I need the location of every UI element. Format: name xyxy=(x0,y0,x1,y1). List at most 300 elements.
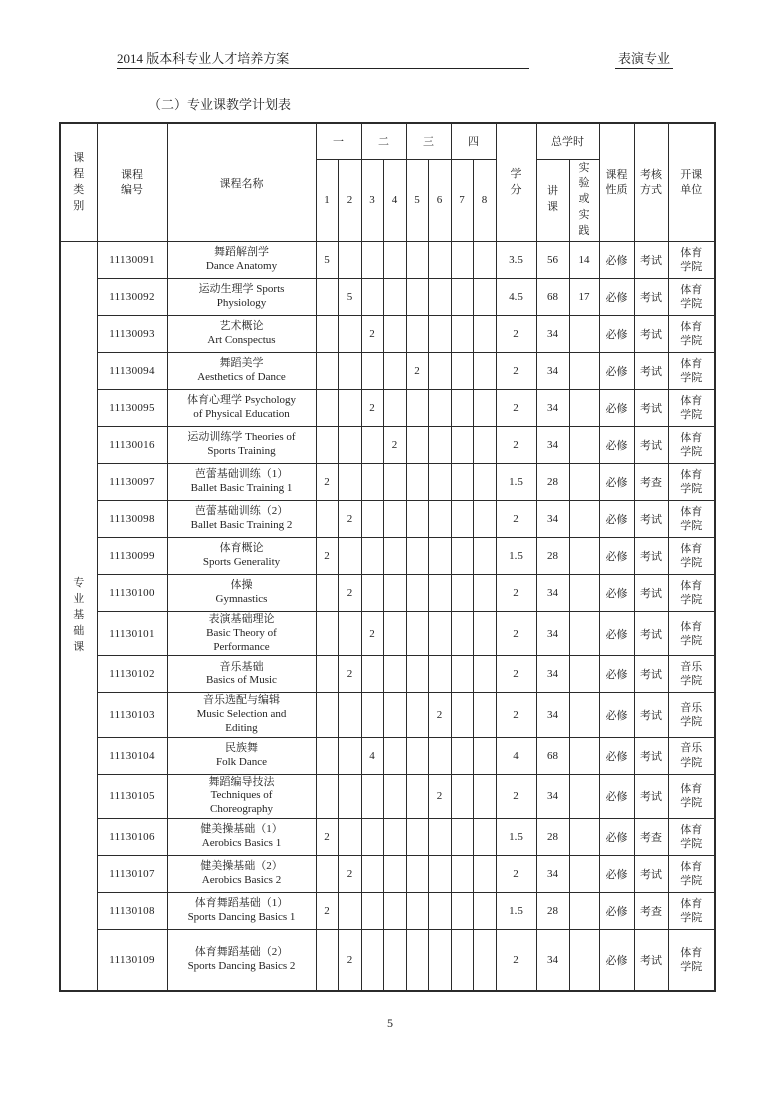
semester-hours-cell: 2 xyxy=(361,612,383,656)
credits-cell: 1.5 xyxy=(496,892,536,929)
lecture-hours-cell: 34 xyxy=(536,501,569,538)
assessment-cell: 考试 xyxy=(634,656,668,693)
assessment-cell: 考查 xyxy=(634,892,668,929)
semester-hours-cell: 2 xyxy=(316,538,338,575)
semester-hours-cell xyxy=(361,242,383,279)
credits-cell: 2 xyxy=(496,774,536,818)
semester-hours-cell xyxy=(451,575,473,612)
course-number: 11130098 xyxy=(97,501,167,538)
semester-header-4: 4 xyxy=(383,159,406,242)
lecture-hours-cell: 68 xyxy=(536,279,569,316)
lecture-hours-cell: 34 xyxy=(536,929,569,991)
table-row xyxy=(60,612,715,656)
semester-hours-cell xyxy=(338,892,361,929)
unit-label: 体育学院 xyxy=(680,542,703,570)
practice-hours-cell xyxy=(569,427,599,464)
semester-hours-cell xyxy=(428,818,451,855)
unit-label: 体育学院 xyxy=(680,505,703,533)
semester-hours-cell xyxy=(451,464,473,501)
semester-hours-cell xyxy=(406,538,428,575)
semester-hours-cell xyxy=(383,575,406,612)
practice-hours-cell xyxy=(569,656,599,693)
course-name xyxy=(167,737,316,774)
semester-hours-cell xyxy=(428,656,451,693)
course-nature-cell: 必修 xyxy=(599,538,634,575)
semester-hours-cell xyxy=(473,242,496,279)
unit-cell xyxy=(668,737,715,774)
course-name-line: Aerobics Basics 2 xyxy=(201,873,282,886)
course-name-line: Sports Dancing Basics 2 xyxy=(187,960,296,973)
course-number: 11130105 xyxy=(97,774,167,818)
table-row xyxy=(60,818,715,855)
course-name-line: 健美操基础（1） xyxy=(200,823,283,836)
assessment-cell: 考试 xyxy=(634,774,668,818)
course-name-line: 音乐选配与编辑 xyxy=(203,694,280,707)
semester-hours-cell xyxy=(406,774,428,818)
unit-cell xyxy=(668,501,715,538)
course-number: 11130100 xyxy=(97,575,167,612)
semester-hours-cell xyxy=(383,693,406,737)
unit-cell xyxy=(668,242,715,279)
unit-label: 音乐学院 xyxy=(680,742,703,769)
semester-hours-cell xyxy=(406,427,428,464)
semester-hours-cell xyxy=(361,929,383,991)
semester-hours-cell xyxy=(473,464,496,501)
semester-hours-cell xyxy=(451,353,473,390)
course-name-line: 表演基础理论 xyxy=(208,613,275,626)
semester-hours-cell xyxy=(361,538,383,575)
semester-hours-cell xyxy=(473,353,496,390)
semester-hours-cell: 2 xyxy=(316,892,338,929)
semester-hours-cell xyxy=(316,612,338,656)
course-name-line: Sports Dancing Basics 1 xyxy=(187,910,296,923)
semester-hours-cell xyxy=(383,353,406,390)
unit-cell xyxy=(668,774,715,818)
header-right-major: 表演专业 xyxy=(615,49,673,69)
semester-hours-cell xyxy=(316,774,338,818)
unit-label: 体育学院 xyxy=(680,946,703,974)
lecture-hours-cell: 34 xyxy=(536,612,569,656)
course-name-line: Choreography xyxy=(210,803,273,816)
semester-hours-cell xyxy=(451,693,473,737)
unit-cell xyxy=(668,353,715,390)
assessment-cell: 考试 xyxy=(634,693,668,737)
course-name-line: 体育心理学 Psychology xyxy=(186,394,297,407)
semester-hours-cell: 2 xyxy=(406,353,428,390)
unit-label: 体育学院 xyxy=(680,394,703,422)
practice-hours-cell xyxy=(569,855,599,892)
semester-hours-cell xyxy=(473,316,496,353)
practice-hours-cell xyxy=(569,929,599,991)
course-name-line: Editing xyxy=(225,721,258,734)
course-nature-cell: 必修 xyxy=(599,693,634,737)
col-header-credits: 学分 xyxy=(496,123,536,242)
semester-hours-cell xyxy=(428,242,451,279)
semester-hours-cell xyxy=(361,427,383,464)
course-name xyxy=(167,575,316,612)
header-left-title: 2014 版本科专业人才培养方案 xyxy=(117,49,529,69)
semester-hours-cell xyxy=(316,316,338,353)
col-header-course-no: 课程编号 xyxy=(97,123,167,242)
course-plan-table xyxy=(59,122,716,992)
credits-cell: 2 xyxy=(496,855,536,892)
practice-hours-cell xyxy=(569,612,599,656)
semester-hours-cell: 2 xyxy=(338,929,361,991)
course-nature-cell: 必修 xyxy=(599,501,634,538)
semester-hours-cell xyxy=(406,929,428,991)
course-name-line: Aesthetics of Dance xyxy=(197,371,286,384)
unit-cell xyxy=(668,693,715,737)
unit-cell xyxy=(668,390,715,427)
semester-hours-cell xyxy=(406,612,428,656)
table-row xyxy=(60,538,715,575)
semester-hours-cell xyxy=(451,538,473,575)
course-name xyxy=(167,279,316,316)
semester-hours-cell: 2 xyxy=(428,774,451,818)
semester-hours-cell xyxy=(338,612,361,656)
semester-hours-cell xyxy=(428,316,451,353)
credits-cell: 1.5 xyxy=(496,464,536,501)
semester-hours-cell: 2 xyxy=(338,575,361,612)
unit-cell xyxy=(668,279,715,316)
semester-hours-cell xyxy=(406,693,428,737)
semester-hours-cell xyxy=(338,693,361,737)
course-name-line: 体育舞蹈基础（1） xyxy=(194,897,289,910)
semester-hours-cell xyxy=(406,242,428,279)
credits-cell: 2 xyxy=(496,353,536,390)
semester-hours-cell xyxy=(473,929,496,991)
semester-hours-cell xyxy=(383,538,406,575)
semester-hours-cell xyxy=(406,575,428,612)
assessment-cell: 考试 xyxy=(634,279,668,316)
unit-label: 体育学院 xyxy=(680,468,703,496)
semester-hours-cell xyxy=(451,818,473,855)
course-number: 11130109 xyxy=(97,929,167,991)
course-nature-cell: 必修 xyxy=(599,575,634,612)
semester-hours-cell xyxy=(383,855,406,892)
course-name-line: Art Conspectus xyxy=(207,334,276,347)
semester-header-6: 6 xyxy=(428,159,451,242)
semester-hours-cell xyxy=(338,737,361,774)
semester-hours-cell xyxy=(473,818,496,855)
semester-header-3: 3 xyxy=(361,159,383,242)
unit-cell xyxy=(668,316,715,353)
semester-hours-cell xyxy=(428,538,451,575)
semester-hours-cell xyxy=(383,464,406,501)
course-name-line: 运动生理学 Sports xyxy=(198,283,285,296)
semester-hours-cell xyxy=(428,892,451,929)
course-name-line: Techniques of xyxy=(210,789,273,802)
unit-cell xyxy=(668,538,715,575)
course-name-line: 运动训练学 Theories of xyxy=(187,431,296,444)
course-name-line: Gymnastics xyxy=(215,593,268,606)
unit-cell xyxy=(668,427,715,464)
course-name-line: 音乐基础 xyxy=(219,660,264,673)
semester-hours-cell xyxy=(473,612,496,656)
unit-label: 体育学院 xyxy=(680,320,703,348)
course-name-line: 体操 xyxy=(230,579,253,592)
semester-hours-cell xyxy=(451,737,473,774)
semester-hours-cell xyxy=(406,656,428,693)
credits-cell: 1.5 xyxy=(496,538,536,575)
course-name xyxy=(167,242,316,279)
semester-hours-cell xyxy=(451,855,473,892)
lecture-hours-cell: 56 xyxy=(536,242,569,279)
semester-hours-cell xyxy=(428,353,451,390)
course-number: 11130099 xyxy=(97,538,167,575)
course-name xyxy=(167,774,316,818)
practice-hours-cell xyxy=(569,464,599,501)
lecture-hours-cell: 34 xyxy=(536,575,569,612)
semester-hours-cell xyxy=(473,279,496,316)
unit-label: 体育学院 xyxy=(680,357,703,385)
semester-header-1: 1 xyxy=(316,159,338,242)
lecture-hours-cell: 34 xyxy=(536,774,569,818)
col-header-practice: 实验或实践 xyxy=(569,159,599,242)
semester-hours-cell xyxy=(451,929,473,991)
credits-cell: 2 xyxy=(496,501,536,538)
practice-hours-cell: 17 xyxy=(569,279,599,316)
course-name-line: 芭蕾基础训练（1） xyxy=(194,468,289,481)
unit-cell xyxy=(668,656,715,693)
unit-label: 音乐学院 xyxy=(680,661,703,688)
semester-hours-cell xyxy=(338,242,361,279)
course-number: 11130094 xyxy=(97,353,167,390)
semester-header-7: 7 xyxy=(451,159,473,242)
course-name-line: 舞蹈美学 xyxy=(219,357,264,370)
course-nature-cell: 必修 xyxy=(599,737,634,774)
semester-hours-cell xyxy=(406,279,428,316)
credits-cell: 2 xyxy=(496,390,536,427)
semester-hours-cell xyxy=(338,464,361,501)
course-name xyxy=(167,855,316,892)
semester-hours-cell xyxy=(406,818,428,855)
course-name xyxy=(167,892,316,929)
course-name-line: 民族舞 xyxy=(225,741,258,754)
course-number: 11130102 xyxy=(97,656,167,693)
semester-hours-cell xyxy=(473,855,496,892)
course-nature-cell: 必修 xyxy=(599,242,634,279)
course-name-line: 芭蕾基础训练（2） xyxy=(194,505,289,518)
lecture-hours-cell: 34 xyxy=(536,693,569,737)
table-row xyxy=(60,353,715,390)
course-name-line: Music Selection and xyxy=(196,708,287,721)
course-name xyxy=(167,316,316,353)
course-name xyxy=(167,612,316,656)
table-row xyxy=(60,464,715,501)
course-number: 11130106 xyxy=(97,818,167,855)
semester-hours-cell xyxy=(428,737,451,774)
assessment-cell: 考试 xyxy=(634,855,668,892)
semester-hours-cell: 5 xyxy=(316,242,338,279)
course-number: 11130093 xyxy=(97,316,167,353)
unit-label: 体育学院 xyxy=(680,431,703,459)
lecture-hours-cell: 34 xyxy=(536,656,569,693)
practice-hours-cell xyxy=(569,818,599,855)
course-number: 11130092 xyxy=(97,279,167,316)
practice-hours-cell xyxy=(569,774,599,818)
course-nature-cell: 必修 xyxy=(599,279,634,316)
course-number: 11130095 xyxy=(97,390,167,427)
semester-hours-cell xyxy=(406,892,428,929)
unit-label: 音乐学院 xyxy=(680,701,703,729)
table-row xyxy=(60,656,715,693)
semester-hours-cell xyxy=(338,316,361,353)
semester-hours-cell xyxy=(406,316,428,353)
course-nature-cell: 必修 xyxy=(599,656,634,693)
semester-hours-cell xyxy=(361,693,383,737)
unit-label: 体育学院 xyxy=(680,860,703,887)
credits-cell: 2 xyxy=(496,427,536,464)
semester-hours-cell xyxy=(361,656,383,693)
semester-hours-cell xyxy=(451,656,473,693)
semester-hours-cell xyxy=(473,774,496,818)
semester-hours-cell xyxy=(383,929,406,991)
lecture-hours-cell: 34 xyxy=(536,390,569,427)
credits-cell: 3.5 xyxy=(496,242,536,279)
semester-header-5: 5 xyxy=(406,159,428,242)
lecture-hours-cell: 34 xyxy=(536,855,569,892)
semester-hours-cell xyxy=(451,390,473,427)
col-header-course-name: 课程名称 xyxy=(167,123,316,242)
table-row xyxy=(60,693,715,737)
semester-hours-cell xyxy=(361,353,383,390)
semester-hours-cell: 2 xyxy=(316,464,338,501)
semester-hours-cell xyxy=(361,892,383,929)
course-name-line: Basics of Music xyxy=(206,674,277,687)
semester-hours-cell xyxy=(473,656,496,693)
unit-cell xyxy=(668,612,715,656)
semester-hours-cell xyxy=(428,855,451,892)
semester-hours-cell: 5 xyxy=(338,279,361,316)
year-header-1: 一 xyxy=(316,123,361,159)
semester-hours-cell xyxy=(383,390,406,427)
semester-hours-cell xyxy=(473,538,496,575)
semester-hours-cell xyxy=(428,612,451,656)
semester-hours-cell xyxy=(451,501,473,538)
course-name-line: Performance xyxy=(213,640,270,653)
assessment-cell: 考试 xyxy=(634,390,668,427)
credits-cell: 2 xyxy=(496,929,536,991)
assessment-cell: 考试 xyxy=(634,242,668,279)
unit-label: 体育学院 xyxy=(680,246,703,274)
course-name xyxy=(167,353,316,390)
semester-hours-cell xyxy=(383,774,406,818)
page-number: 5 xyxy=(387,1016,393,1030)
semester-hours-cell xyxy=(473,737,496,774)
col-header-course-nature: 课程性质 xyxy=(599,123,634,242)
course-nature-cell: 必修 xyxy=(599,929,634,991)
practice-hours-cell: 14 xyxy=(569,242,599,279)
course-nature-cell: 必修 xyxy=(599,774,634,818)
practice-hours-cell xyxy=(569,501,599,538)
category-cell xyxy=(60,242,97,992)
semester-hours-cell xyxy=(473,501,496,538)
semester-hours-cell xyxy=(473,892,496,929)
semester-hours-cell xyxy=(383,892,406,929)
course-number: 11130104 xyxy=(97,737,167,774)
semester-hours-cell xyxy=(383,656,406,693)
semester-hours-cell xyxy=(316,575,338,612)
semester-hours-cell xyxy=(428,575,451,612)
unit-cell xyxy=(668,575,715,612)
unit-cell xyxy=(668,818,715,855)
practice-hours-cell xyxy=(569,575,599,612)
semester-hours-cell xyxy=(383,501,406,538)
practice-hours-cell xyxy=(569,353,599,390)
semester-hours-cell xyxy=(316,737,338,774)
col-header-assessment: 考核方式 xyxy=(634,123,668,242)
course-name-line: 艺术概论 xyxy=(219,320,264,333)
semester-hours-cell xyxy=(316,656,338,693)
semester-hours-cell xyxy=(451,612,473,656)
semester-hours-cell xyxy=(451,316,473,353)
course-name xyxy=(167,427,316,464)
course-name xyxy=(167,693,316,737)
unit-label: 体育学院 xyxy=(680,620,703,647)
course-name xyxy=(167,656,316,693)
semester-hours-cell: 4 xyxy=(361,737,383,774)
practice-hours-cell xyxy=(569,892,599,929)
assessment-cell: 考试 xyxy=(634,612,668,656)
col-header-total-hours: 总学时 xyxy=(536,123,599,159)
course-name-line: Dance Anatomy xyxy=(205,260,278,273)
semester-hours-cell xyxy=(316,855,338,892)
table-row xyxy=(60,390,715,427)
course-number: 11130097 xyxy=(97,464,167,501)
table-row xyxy=(60,427,715,464)
semester-hours-cell xyxy=(361,501,383,538)
credits-cell: 2 xyxy=(496,693,536,737)
semester-hours-cell xyxy=(361,855,383,892)
course-name xyxy=(167,464,316,501)
col-header-lecture: 讲课 xyxy=(536,159,569,242)
credits-cell: 4.5 xyxy=(496,279,536,316)
section-title: （二）专业课教学计划表 xyxy=(148,97,292,112)
course-name-line: Sports Training xyxy=(207,445,276,458)
semester-hours-cell xyxy=(383,242,406,279)
semester-hours-cell xyxy=(361,818,383,855)
year-header-4: 四 xyxy=(451,123,496,159)
course-nature-cell: 必修 xyxy=(599,464,634,501)
course-number: 11130108 xyxy=(97,892,167,929)
unit-cell xyxy=(668,892,715,929)
course-nature-cell: 必修 xyxy=(599,612,634,656)
category-label: 专业基础课 xyxy=(73,577,85,654)
semester-hours-cell xyxy=(451,242,473,279)
semester-hours-cell xyxy=(428,390,451,427)
course-nature-cell: 必修 xyxy=(599,316,634,353)
semester-hours-cell xyxy=(338,818,361,855)
lecture-hours-cell: 28 xyxy=(536,538,569,575)
assessment-cell: 考试 xyxy=(634,316,668,353)
assessment-cell: 考试 xyxy=(634,575,668,612)
course-number: 11130101 xyxy=(97,612,167,656)
table-row xyxy=(60,929,715,991)
semester-hours-cell xyxy=(361,464,383,501)
unit-cell xyxy=(668,464,715,501)
semester-hours-cell xyxy=(451,279,473,316)
table-row xyxy=(60,774,715,818)
table-row xyxy=(60,737,715,774)
table-row xyxy=(60,892,715,929)
course-name xyxy=(167,929,316,991)
document-header xyxy=(117,49,673,69)
course-name-line: Basic Theory of xyxy=(206,626,277,639)
semester-hours-cell xyxy=(383,316,406,353)
year-header-3: 三 xyxy=(406,123,451,159)
semester-hours-cell xyxy=(316,501,338,538)
